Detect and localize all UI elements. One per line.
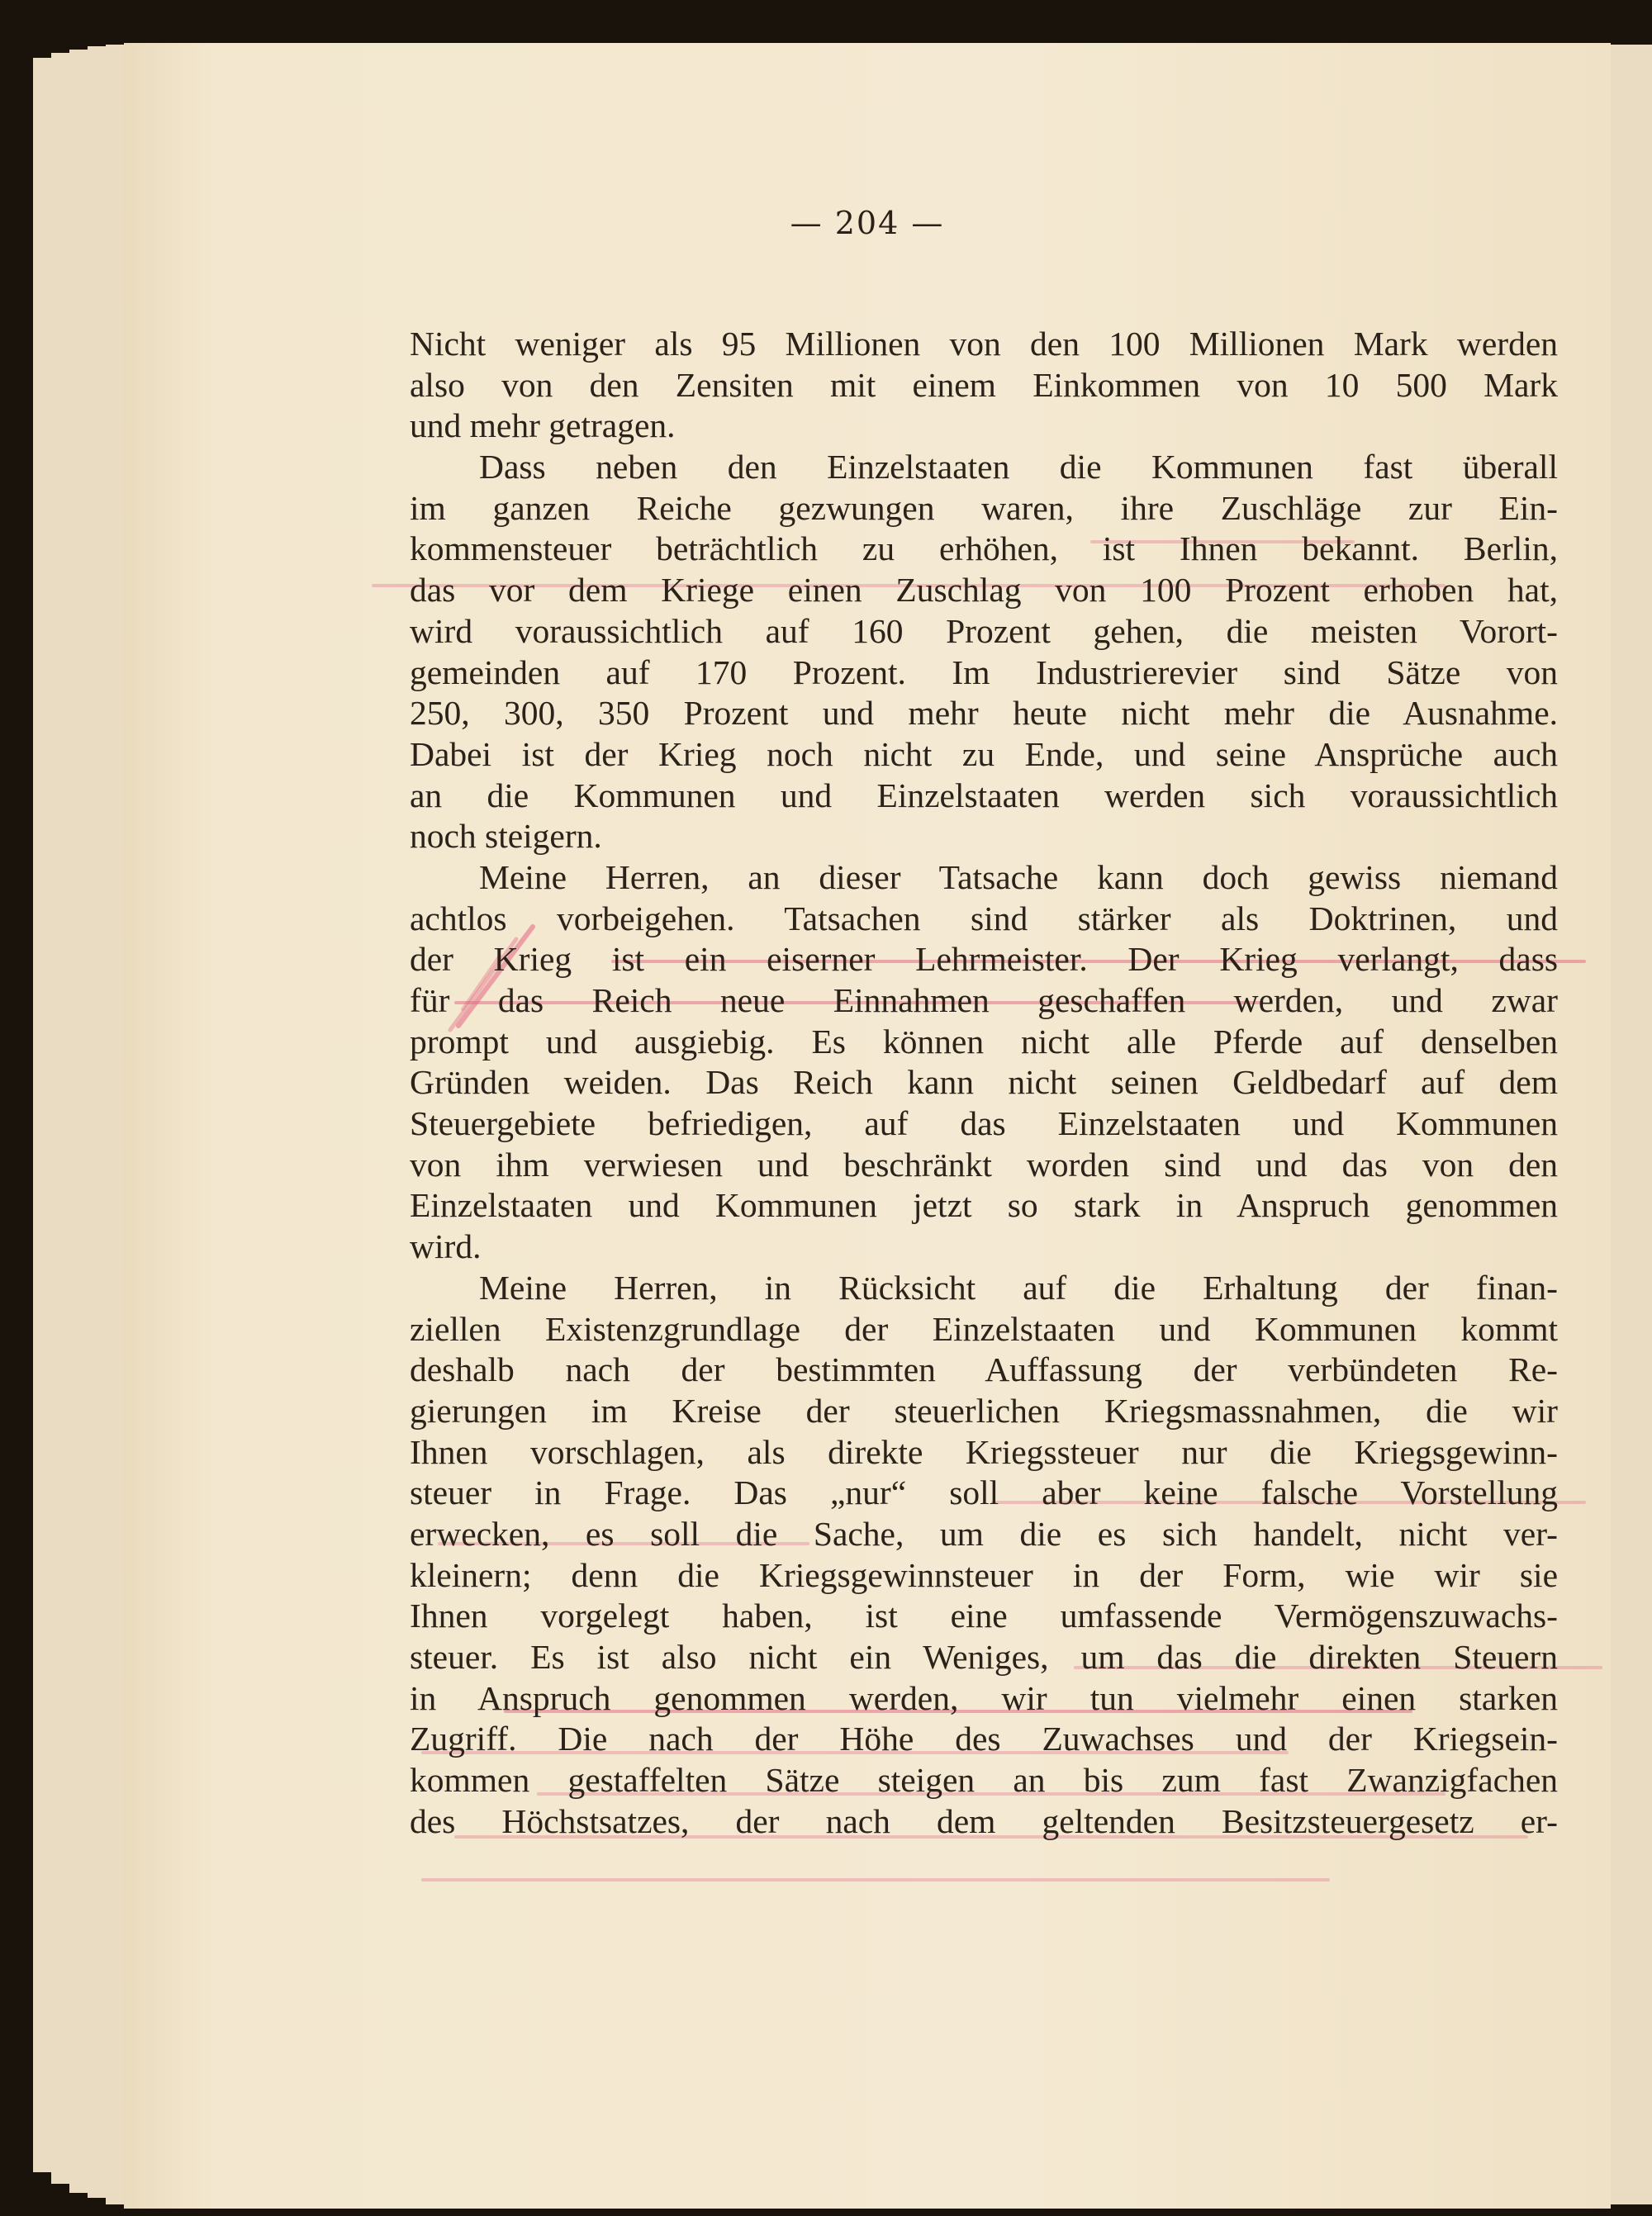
- book-page: [124, 43, 1611, 2209]
- page-number: — 204 —: [790, 205, 945, 241]
- text-line: von ihm verwiesen und beschränkt worden sind und das von den: [410, 1145, 1558, 1184]
- text-line: und mehr getragen.: [410, 406, 676, 445]
- text-line: des Höchstsatzes, der nach dem geltenden Besitzsteuergesetz er-: [410, 1801, 1558, 1840]
- text-line: Zugriff. Die nach der Höhe des Zuwachses und der Kriegsein-: [410, 1720, 1558, 1758]
- text-line: der Krieg ist ein eiserner Lehrmeister. Der Krieg verlangt, dass: [410, 940, 1558, 979]
- text-line: 250, 300, 350 Prozent und mehr heute nicht mehr die Ausnahme.: [410, 694, 1558, 733]
- text-line: im ganzen Reiche gezwungen waren, ihre Zuschläge zur Ein-: [410, 488, 1558, 527]
- text-line: Dass neben den Einzelstaaten die Kommunen fast überall: [479, 448, 1558, 486]
- text-line: steuer in Frage. Das „nur“ soll aber keine falsche Vorstellung: [410, 1473, 1558, 1512]
- text-line: also von den Zensiten mit einem Einkommen von 10 500 Mark: [410, 365, 1558, 404]
- text-line: kleinern; denn die Kriegsgewinnsteuer in der Form, wie wir sie: [410, 1555, 1558, 1594]
- text-line: an die Kommunen und Einzelstaaten werden sich voraussichtlich: [410, 776, 1558, 814]
- text-line: Meine Herren, an dieser Tatsache kann doch gewiss niemand: [479, 857, 1558, 896]
- text-line: kommensteuer beträchtlich zu erhöhen, ist Ihnen bekannt. Berlin,: [410, 529, 1558, 568]
- body-text: [410, 324, 1558, 1842]
- text-line: Gründen weiden. Das Reich kann nicht seinen Geldbedarf auf dem: [410, 1063, 1558, 1102]
- text-line: achtlos vorbeigehen. Tatsachen sind stärker als Doktrinen, und: [410, 899, 1558, 937]
- text-line: Ihnen vorschlagen, als direkte Kriegssteuer nur die Kriegsgewinn-: [410, 1432, 1558, 1471]
- text-line: in Anspruch genommen werden, wir tun vielmehr einen starken: [410, 1678, 1558, 1717]
- text-line: das vor dem Kriege einen Zuschlag von 100 Prozent erhoben hat,: [410, 571, 1558, 610]
- text-line: prompt und ausgiebig. Es können nicht alle Pferde auf denselben: [410, 1022, 1558, 1061]
- text-line: kommen gestaffelten Sätze steigen an bis zum fast Zwanzigfachen: [410, 1761, 1558, 1800]
- text-line: Steuergebiete befriedigen, auf das Einzelstaaten und Kommunen: [410, 1104, 1558, 1143]
- text-line: wird voraussichtlich auf 160 Prozent gehen, die meisten Vorort-: [410, 611, 1558, 650]
- text-line: wird.: [410, 1227, 482, 1266]
- text-line: deshalb nach der bestimmten Auffassung der verbündeten Re-: [410, 1350, 1558, 1389]
- pencil-underline: [421, 1878, 1330, 1881]
- text-line: Einzelstaaten und Kommunen jetzt so stark in Anspruch genommen: [410, 1186, 1558, 1225]
- text-line: Meine Herren, in Rücksicht auf die Erhaltung der finan-: [479, 1268, 1558, 1307]
- text-line: für das Reich neue Einnahmen geschaffen werden, und zwar: [410, 981, 1558, 1019]
- text-line: gemeinden auf 170 Prozent. Im Industrierevier sind Sätze von: [410, 652, 1558, 691]
- text-line: erwecken, es soll die Sache, um die es sich handelt, nicht ver-: [410, 1514, 1558, 1553]
- text-line: Ihnen vorgelegt haben, ist eine umfassende Vermögenszuwachs-: [410, 1597, 1558, 1635]
- text-line: noch steigern.: [410, 817, 602, 856]
- text-line: Nicht weniger als 95 Millionen von den 100 Millionen Mark werden: [410, 325, 1558, 363]
- text-line: steuer. Es ist also nicht ein Weniges, um das die direkten Steuern: [410, 1638, 1558, 1676]
- text-line: ziellen Existenzgrundlage der Einzelstaaten und Kommunen kommt: [410, 1309, 1558, 1348]
- text-line: gierungen im Kreise der steuerlichen Kriegsmassnahmen, die wir: [410, 1391, 1558, 1430]
- text-line: Dabei ist der Krieg noch nicht zu Ende, und seine Ansprüche auch: [410, 734, 1558, 773]
